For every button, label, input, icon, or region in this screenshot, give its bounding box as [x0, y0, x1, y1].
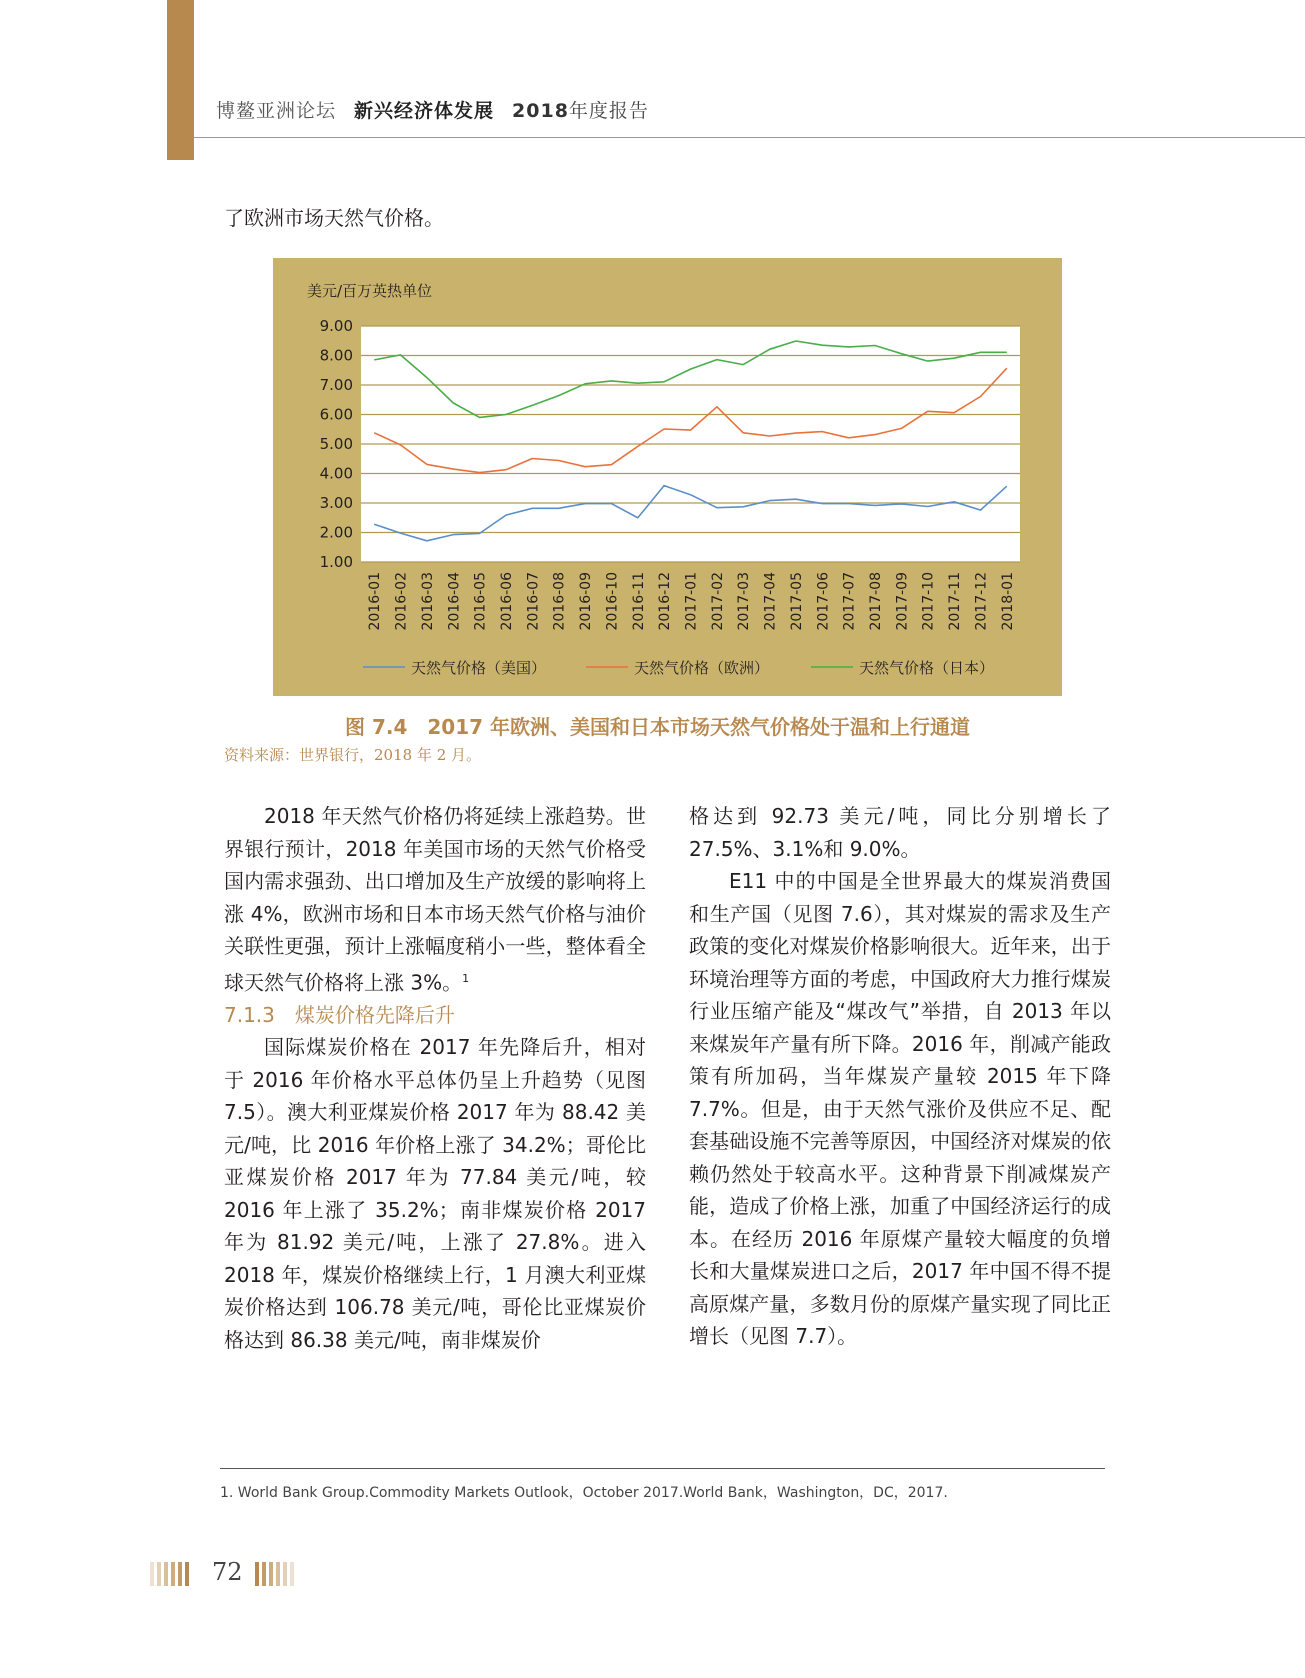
x-tick-label: 2016-06 [498, 572, 515, 631]
y-axis-label: 美元/百万英热单位 [307, 282, 433, 300]
y-tick-label: 9.00 [319, 317, 353, 335]
page-stripes-right [255, 1562, 297, 1586]
x-tick-label: 2017-03 [736, 572, 753, 631]
paragraph [224, 800, 646, 999]
y-tick-label: 8.00 [319, 346, 353, 365]
y-tick-label: 1.00 [319, 553, 353, 571]
figure-caption: 图 7.4 2017 年欧洲、美国和日本市场天然气价格处于温和上行通道 [344, 715, 971, 739]
paragraph-text: 2018 年天然气价格仍将延续上涨趋势。世界银行预计，2018 年美国市场的天然气价格受国内需求强劲、出口增加及生产放缓的影响将上涨 4%，欧洲市场和日本市场天然气价格与油价关联性更强，预计上涨幅度稍小一些，整体看全球天然气价格将上涨 3%。 [224, 804, 646, 995]
footnote-marker[interactable]: 1 [462, 971, 470, 985]
x-tick-label: 2016-07 [525, 572, 542, 631]
x-tick-label: 2017-07 [841, 572, 858, 631]
legend-label: 天然气价格（美国） [411, 659, 547, 677]
header-rule [194, 137, 1305, 138]
left-column [224, 800, 646, 1356]
line-chart [273, 258, 1062, 696]
x-tick-label: 2016-02 [393, 572, 410, 631]
header-org: 博鳌亚洲论坛 [216, 100, 337, 122]
x-tick-label: 2017-02 [709, 572, 726, 631]
header-report-name: 新兴经济体发展 [354, 100, 495, 122]
x-tick-label: 2016-09 [578, 572, 595, 631]
lead-text: 了欧洲市场天然气价格。 [224, 206, 444, 230]
paragraph: 格达到 92.73 美元/吨，同比分别增长了 27.5%、3.1%和 9.0%。 [689, 804, 1111, 861]
footnote: 1. World Bank Group.Commodity Markets Outlook，October 2017.World Bank，Washington，DC，2017. [220, 1485, 948, 1501]
y-tick-label: 5.00 [319, 435, 353, 453]
x-tick-label: 2016-11 [630, 572, 647, 631]
x-tick-label: 2017-04 [762, 572, 779, 631]
header-accent-bar [167, 0, 194, 160]
x-tick-label: 2016-08 [551, 572, 568, 631]
x-tick-label: 2016-04 [446, 572, 463, 631]
right-column [689, 800, 1111, 1353]
x-tick-label: 2017-10 [920, 572, 937, 631]
x-tick-label: 2017-08 [868, 572, 885, 631]
y-tick-label: 4.00 [319, 464, 353, 483]
page-number: 72 [212, 1558, 243, 1586]
paragraph: E11 中的中国是全世界最大的煤炭消费国和生产国（见图 7.6），其对煤炭的需求及生产政策的变化对煤炭价格影响很大。近年来，出于环境治理等方面的考虑，中国政府大力推行煤炭行业压缩产能及“煤改气”举措，自 2013 年以来煤炭年产量有所下降。2016 年，削减产能政策有所加码，当年煤炭产量较 2015 年下降 7.7%。但是，由于天然气涨价及供应不足、配套基础设施不完善等原因，中国经济对煤炭的依赖仍然处于较高水平。这种背景下削减煤炭产能，造成了价格上涨，加重了中国经济运行的成本。在经历 2016 年原煤产量较大幅度的负增长和大量煤炭进口之后，2017 年中国不得不提高原煤产量，多数月份的原煤产量实现了同比正增长（见图 7.7）。 [689, 869, 1111, 1348]
page-stripes-left [150, 1562, 192, 1586]
x-tick-label: 2018-01 [999, 572, 1016, 631]
figure-source: 资料来源：世界银行，2018 年 2 月。 [224, 746, 482, 764]
legend-label: 天然气价格（日本） [859, 659, 995, 677]
header-suffix: 年度报告 [568, 100, 649, 122]
y-tick-label: 2.00 [319, 523, 353, 542]
x-tick-label: 2016-10 [604, 572, 621, 631]
paragraph: 国际煤炭价格在 2017 年先降后升，相对于 2016 年价格水平总体仍呈上升趋势（见图 7.5）。澳大利亚煤炭价格 2017 年为 88.42 美元/吨，比 2016 年价格上涨了 34.2%；哥伦比亚煤炭价格 2017 年为 77.84 美元/吨，较 2016 年上涨了 35.2%；南非煤炭价格 2017 年为 81.92 美元/吨，上涨了 27.8%。进入 2018 年，煤炭价格继续上行，1 月澳大利亚煤炭价格达到 106.78 美元/吨，哥伦比亚煤炭价格达到 86.38 美元/吨，南非煤炭价 [224, 1035, 646, 1352]
legend-label: 天然气价格（欧洲） [634, 659, 770, 677]
section-heading: 7.1.3 煤炭价格先降后升 [224, 1002, 455, 1027]
header-year: 2018 [512, 100, 569, 122]
x-tick-label: 2017-12 [973, 572, 990, 631]
chart-container [273, 258, 1062, 696]
x-tick-label: 2016-05 [472, 572, 489, 631]
x-tick-label: 2017-05 [788, 572, 805, 631]
footnote-rule [220, 1468, 1105, 1469]
y-tick-label: 3.00 [319, 494, 353, 512]
x-tick-label: 2017-09 [894, 572, 911, 631]
y-tick-label: 7.00 [319, 376, 353, 394]
x-tick-label: 2016-12 [657, 572, 674, 631]
x-tick-label: 2017-06 [815, 572, 832, 631]
x-tick-label: 2017-01 [683, 572, 700, 631]
x-tick-label: 2016-01 [367, 572, 384, 631]
x-tick-label: 2017-11 [947, 572, 964, 631]
x-tick-label: 2016-03 [419, 572, 436, 631]
running-header [216, 96, 649, 123]
y-tick-label: 6.00 [319, 405, 353, 424]
